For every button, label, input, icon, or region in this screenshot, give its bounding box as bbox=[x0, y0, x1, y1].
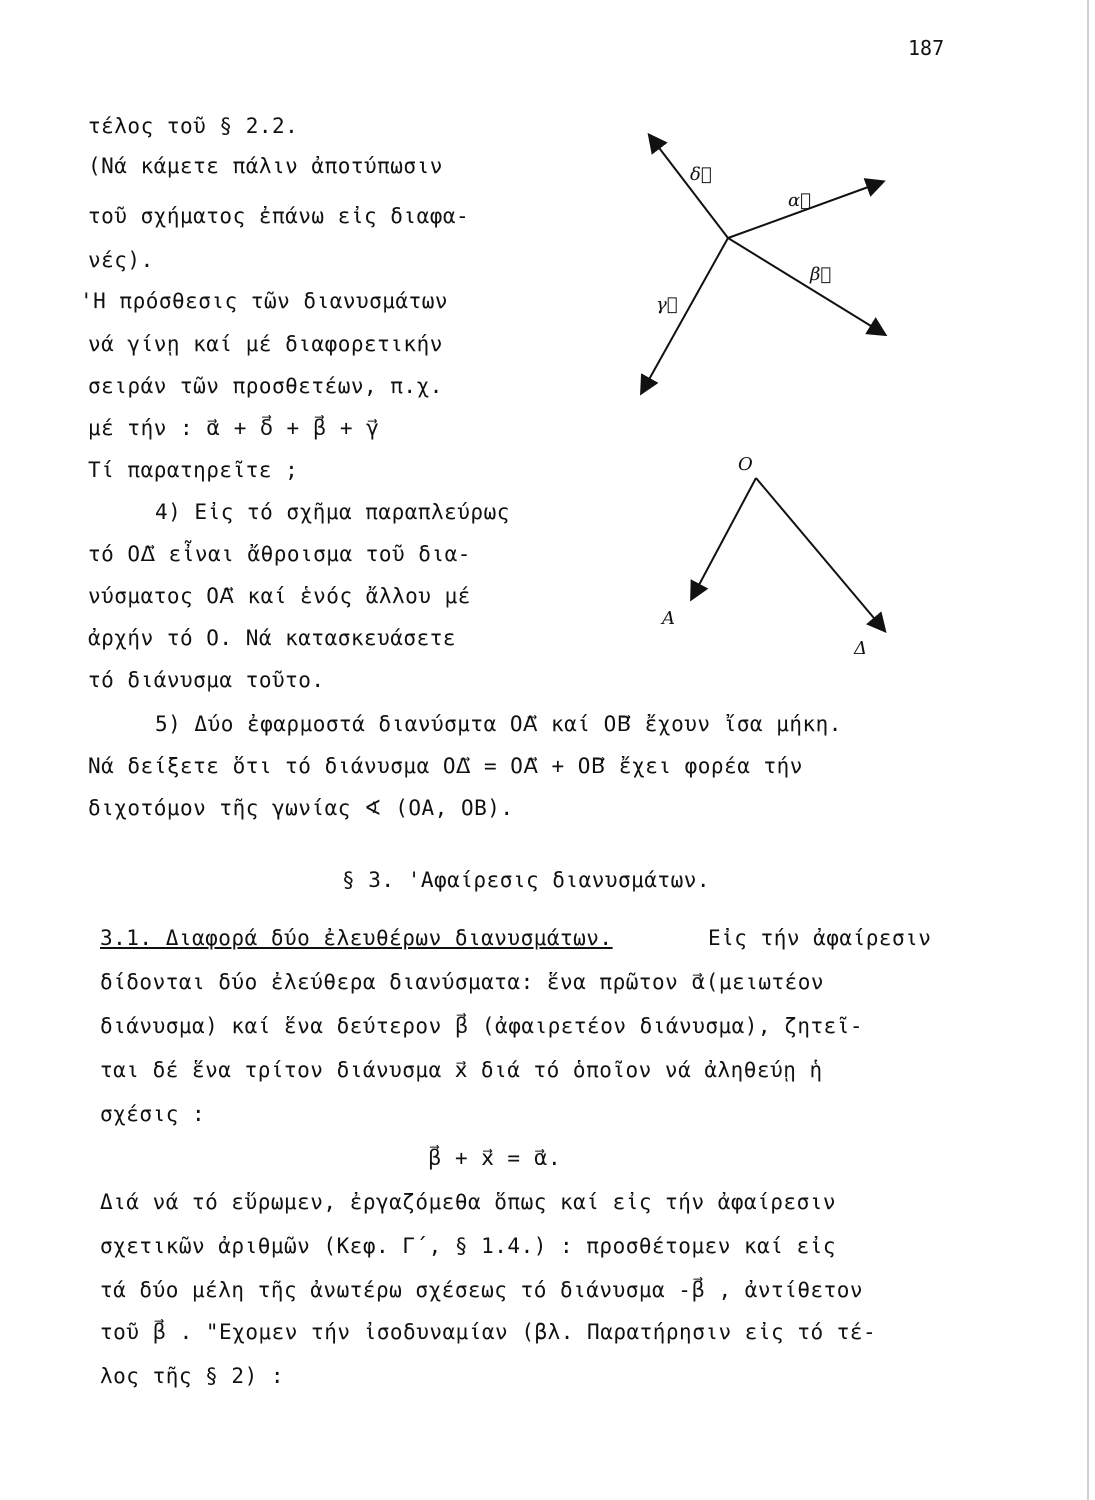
vector-OD bbox=[756, 478, 884, 630]
text-line: Νά δείξετε ὅτι τό διάνυσμα ΟΔ⃗ = ΟΑ⃗ + ΟΒ⃗ ἔχει φορέα τήν bbox=[88, 754, 803, 778]
text-line: δίδονται δύο ἐλεύθερα διανύσματα: ἕνα πρῶτον α⃗(μειωτέον bbox=[100, 970, 825, 994]
label-O: Ο bbox=[738, 454, 753, 475]
text-line: τό ΟΔ⃗ εἶναι ἄθροισμα τοῦ δια- bbox=[88, 542, 471, 566]
section-heading: § 3. 'Αφαίρεσις διανυσμάτων. bbox=[342, 868, 711, 892]
vector-gamma bbox=[642, 238, 728, 392]
text-line: διάνυσμα) καί ἕνα δεύτερον β⃗ (ἀφαιρετέον διάνυσμα), ζητεῖ- bbox=[100, 1014, 864, 1038]
text-line: (Νά κάμετε πάλιν ἀποτύπωσιν bbox=[88, 154, 443, 178]
text-line: Διά νά τό εὕρωμεν, ἐργαζόμεθα ὅπως καί εἰς τήν ἀφαίρεσιν bbox=[100, 1190, 837, 1214]
text-line: νύσματος ΟΑ⃗ καί ἑνός ἄλλου μέ bbox=[88, 584, 471, 608]
text-line: τά δύο μέλη τῆς ἀνωτέρω σχέσεως τό διάνυσμα -β⃗ , ἀντίθετον bbox=[100, 1278, 864, 1302]
label-alpha: α⃗ bbox=[788, 190, 811, 211]
label-gamma: γ⃗ bbox=[656, 294, 678, 315]
text-line: 'Η πρόσθεσις τῶν διανυσμάτων bbox=[80, 289, 449, 313]
vector-sum-diagram bbox=[620, 120, 910, 410]
text-line: Τί παρατηρεῖτε ; bbox=[88, 458, 299, 482]
text-line: Εἰς τήν ἀφαίρεσιν bbox=[708, 926, 932, 950]
od-oa-diagram bbox=[650, 448, 890, 658]
text-line: τοῦ σχήματος ἐπάνω εἰς διαφα- bbox=[88, 204, 470, 228]
text-line: 5) Δύο ἐφαρμοστά διανύσμτα ΟΑ⃗ καί ΟΒ⃗ ἔχουν ἴσα μήκη. bbox=[155, 712, 842, 736]
text-line: λος τῆς § 2) : bbox=[100, 1364, 285, 1388]
text-line: ται δέ ἕνα τρίτον διάνυσμα x⃗ διά τό ὁποῖον νά ἀληθεύῃ ἡ bbox=[100, 1058, 823, 1082]
text-line: μέ τήν : α⃗ + δ⃗ + β⃗ + γ⃗ bbox=[88, 416, 380, 440]
subsection-heading: 3.1. Διαφορά δύο ἐλευθέρων διανυσμάτων. bbox=[100, 926, 613, 950]
text-line: τέλος τοῦ § 2.2. bbox=[88, 114, 299, 138]
vector-beta bbox=[728, 238, 884, 334]
text-line: τό διάνυσμα τοῦτο. bbox=[88, 668, 325, 692]
vector-OA bbox=[692, 478, 756, 598]
text-line: τοῦ β⃗ . "Εχομεν τήν ἰσοδυναμίαν (βλ. Παρατήρησιν εἰς τό τέ- bbox=[100, 1320, 877, 1344]
page-edge bbox=[1087, 0, 1089, 1500]
equation: β⃗ + x⃗ = α⃗. bbox=[428, 1146, 562, 1170]
text-line: σχετικῶν ἀριθμῶν (Κεφ. Γ΄, § 1.4.) : προσθέτομεν καί εἰς bbox=[100, 1234, 837, 1258]
vector-delta bbox=[650, 136, 728, 238]
text-line: 4) Εἰς τό σχῆμα παραπλεύρως bbox=[155, 500, 510, 524]
text-line: διχοτόμον τῆς γωνίας ∢ (ΟΑ, ΟΒ). bbox=[88, 796, 514, 820]
label-delta: δ⃗ bbox=[690, 164, 712, 185]
label-D: Δ bbox=[854, 638, 867, 658]
text-line: ἀρχήν τό Ο. Νά κατασκευάσετε bbox=[88, 626, 457, 650]
text-line: σχέσις : bbox=[100, 1102, 206, 1126]
label-A: Α bbox=[662, 608, 675, 629]
text-line: νές). bbox=[88, 248, 154, 272]
text-line: σειράν τῶν προσθετέων, π.χ. bbox=[88, 374, 443, 398]
label-beta: β⃗ bbox=[810, 264, 832, 285]
text-line: νά γίνῃ καί μέ διαφορετικήν bbox=[88, 332, 443, 356]
page-number: 187 bbox=[908, 36, 945, 60]
